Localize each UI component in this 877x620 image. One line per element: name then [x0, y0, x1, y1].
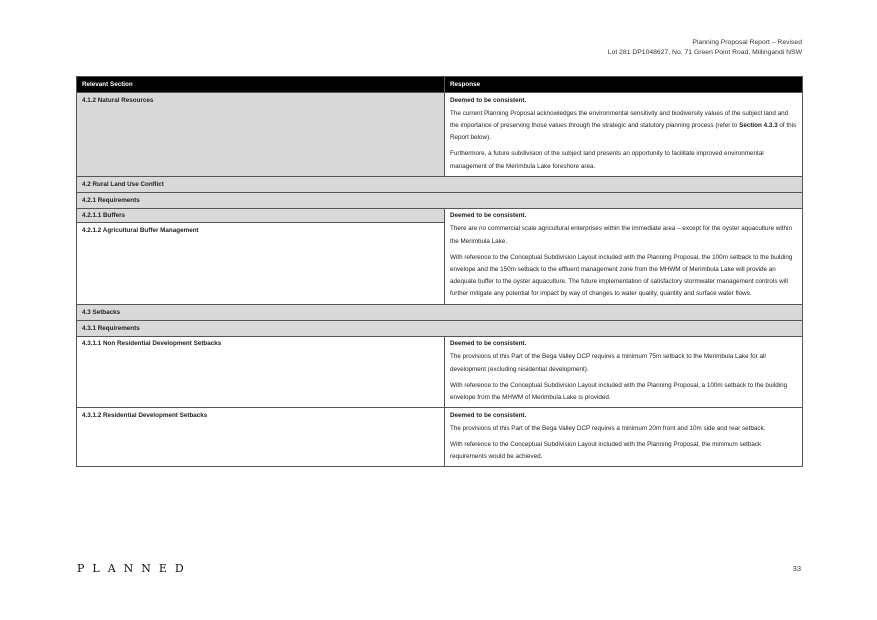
response-heading: Deemed to be consistent. [450, 96, 527, 104]
response-paragraph: With reference to the Conceptual Subdivision Layout included with the Planning Proposal, the minimum setback requirements would be achieved. [450, 441, 762, 461]
table-row [77, 208, 803, 223]
column-header-response: Response [445, 77, 803, 93]
section-heading: 4.2.1 Requirements [77, 192, 803, 208]
column-header-relevant-section: Relevant Section [77, 77, 445, 93]
section-label: 4.3.1.2 Residential Development Setbacks [82, 411, 208, 419]
response-paragraph: With reference to the Conceptual Subdivision Layout included with the Planning Proposal, the 100m setback to the building envelope and the 150m setback to the effluent management zone from the MHWM of Merimbula Lake will provide an adequate buffer to the oyster aquaculture. The future implementation of satisfactory stormwater management controls will further mitigate any potential for impact by way of changes to water quality, quantity and surface water flows. [450, 253, 793, 298]
section-cell [77, 208, 445, 223]
section-cell [77, 408, 445, 467]
section-label: 4.2.1.2 Agricultural Buffer Management [82, 226, 199, 234]
section-label: 4.3.1.1 Non Residential Development Setbacks [82, 340, 222, 348]
page-number: 33 [792, 564, 801, 573]
section-heading-row [77, 304, 803, 320]
table-header-row [77, 77, 803, 93]
section-heading: 4.2 Rural Land Use Conflict [77, 176, 803, 192]
response-cell [445, 336, 803, 408]
table-row [77, 93, 803, 177]
response-paragraph: With reference to the Conceptual Subdivision Layout included with the Planning Proposal, a 100m setback to the building envelope from the MHWM of Merimbula Lake is provided. [450, 381, 788, 401]
response-paragraph: The current Planning Proposal acknowledges the environmental sensitivity and biodiversity values of the subject land and the importance of preserving those values through the strategic and statutory planning process (refer to Section 4.3.3 of this Report below). [450, 109, 797, 142]
header-report-title: Planning Proposal Report – Revised [692, 39, 802, 46]
section-label: 4.2.1.1 Buffers [82, 212, 126, 220]
consistency-table [76, 76, 803, 467]
section-heading: 4.3.1 Requirements [77, 320, 803, 336]
response-cell [445, 208, 803, 304]
response-paragraph: The provisions of this Part of the Bega Valley DCP requires a minimum 75m setback to the Merimbula Lake for all development (excluding residential development). [450, 353, 766, 373]
header-site-address: Lot 281 DP1048627, No. 71 Green Point Road, Millingandi NSW [607, 49, 802, 56]
section-heading-row [77, 192, 803, 208]
section-cell [77, 336, 445, 408]
table-row [77, 408, 803, 467]
response-heading: Deemed to be consistent. [450, 340, 527, 348]
page-header [608, 38, 802, 58]
response-cell [445, 408, 803, 467]
response-heading: Deemed to be consistent. [450, 212, 527, 220]
table-row [77, 336, 803, 408]
response-cell [445, 93, 803, 177]
company-logo: PLANNED [77, 562, 192, 575]
section-heading-row [77, 176, 803, 192]
section-heading: 4.3 Setbacks [77, 304, 803, 320]
response-paragraph: The provisions of this Part of the Bega Valley DCP requires a minimum 20m front and 10m side and rear setback. [450, 424, 766, 432]
section-heading-row [77, 320, 803, 336]
section-cell [77, 223, 445, 304]
response-heading: Deemed to be consistent. [450, 411, 527, 419]
section-label: 4.1.2 Natural Resources [82, 96, 154, 104]
section-reference: Section 4.3.3 [739, 121, 778, 129]
section-cell [77, 93, 445, 177]
response-paragraph: Furthermore, a future subdivision of the subject land presents an opportunity to facilitate improved environmental management of the Merimbula Lake foreshore area. [450, 150, 764, 170]
response-paragraph: There are no commercial scale agricultural enterprises within the immediate area – except for the oyster aquaculture within the Merimbula Lake. [450, 225, 792, 245]
